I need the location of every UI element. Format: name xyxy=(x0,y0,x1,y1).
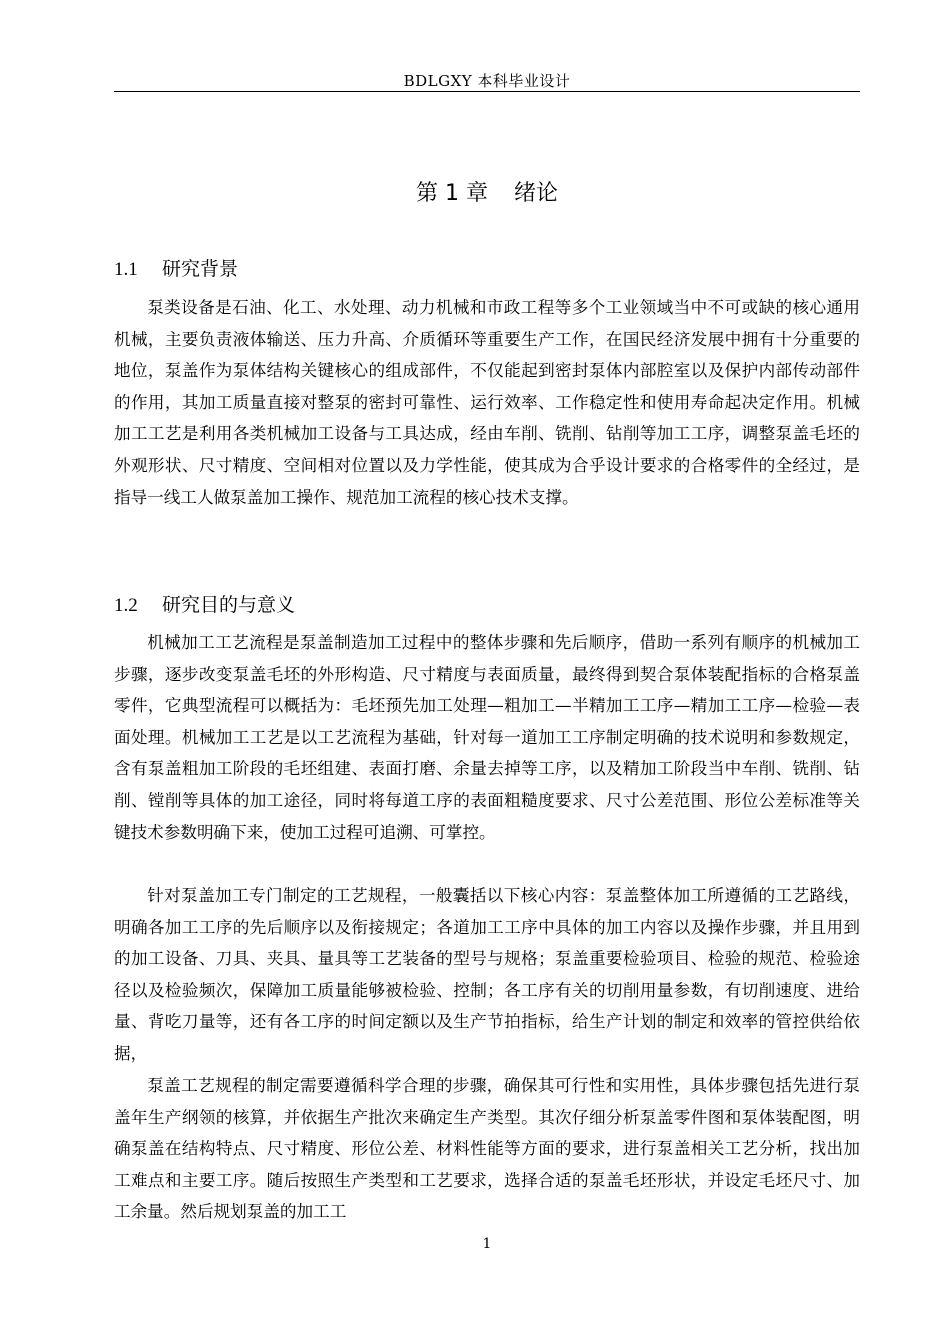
paragraph: 泵类设备是石油、化工、水处理、动力机械和市政工程等多个工业领域当中不可或缺的核心通用机械，主要负责液体输送、压力升高、介质循环等重要生产工作，在国民经济发展中拥有十分重要的地位，泵盖作为泵体结构关键核心的组成部件，不仅能起到密封泵体内部腔室以及保护内部传动部件的作用，其加工质量直接对整泵的密封可靠性、运行效率、工作稳定性和使用寿命起决定作用。机械加工工艺是利用各类机械加工设备与工具达成，经由车削、铣削、钻削等加工工序，调整泵盖毛坯的外观形状、尺寸精度、空间相对位置以及力学性能，使其成为合乎设计要求的合格零件的全经过，是指导一线工人做泵盖加工操作、规范加工流程的核心技术支撑。 xyxy=(114,298,860,507)
running-header: BDLGXY 本科毕业设计 xyxy=(403,72,571,90)
section-heading xyxy=(114,590,295,617)
chapter-title xyxy=(114,176,860,207)
header-rule xyxy=(114,91,860,92)
section-number: 1.1 xyxy=(114,259,138,280)
section-heading xyxy=(114,254,238,281)
section-title: 研究目的与意义 xyxy=(162,594,296,616)
paragraph: 针对泵盖加工专门制定的工艺规程，一般囊括以下核心内容：泵盖整体加工所遵循的工艺路线，明确各加工工序的先后顺序以及衔接规定；各道加工工序中具体的加工内容以及操作步骤，并且用到的加工设备、刀具、夹具、量具等工艺装备的型号与规格；泵盖重要检验项目、检验的规范、检验途径以及检验频次，保障加工质量能够被检验、控制；各工序有关的切削用量参数，有切削速度、进给量、背吃刀量等，还有各工序的时间定额以及生产节拍指标，给生产计划的制定和效率的管控供给依据， xyxy=(114,886,860,1063)
chapter-number: 第 1 章 xyxy=(416,181,488,206)
chapter-name: 绪论 xyxy=(513,181,558,206)
page-number: 1 xyxy=(482,1236,492,1252)
paragraph: 机械加工工艺流程是泵盖制造加工过程中的整体步骤和先后顺序，借助一系列有顺序的机械加工步骤，逐步改变泵盖毛坯的外形构造、尺寸精度与表面质量，最终得到契合泵体装配指标的合格泵盖零件，它典型流程可以概括为：毛坯预先加工处理—粗加工—半精加工工序—精加工工序—检验—表面处理。机械加工工艺是以工艺流程为基础，针对每一道加工工序制定明确的技术说明和参数规定，含有泵盖粗加工阶段的毛坯组建、表面打磨、余量去掉等工序，以及精加工阶段当中车削、铣削、钻削、镗削等具体的加工途径，同时将每道工序的表面粗糙度要求、尺寸公差范围、形位公差标准等关键技术参数明确下来，使加工过程可追溯、可掌控。 xyxy=(114,633,860,842)
section-title: 研究背景 xyxy=(162,258,239,280)
paragraph: 泵盖工艺规程的制定需要遵循科学合理的步骤，确保其可行性和实用性，具体步骤包括先进行泵盖年生产纲领的核算，并依据生产批次来确定生产类型。其次仔细分析泵盖零件图和泵体装配图，明确泵盖在结构特点、尺寸精度、形位公差、材料性能等方面的要求，进行泵盖相关工艺分析，找出加工难点和主要工序。随后按照生产类型和工艺要求，选择合适的泵盖毛坯形状，并设定毛坯尺寸、加工余量。然后规划泵盖的加工工 xyxy=(114,1076,860,1222)
section-number: 1.2 xyxy=(114,595,138,616)
